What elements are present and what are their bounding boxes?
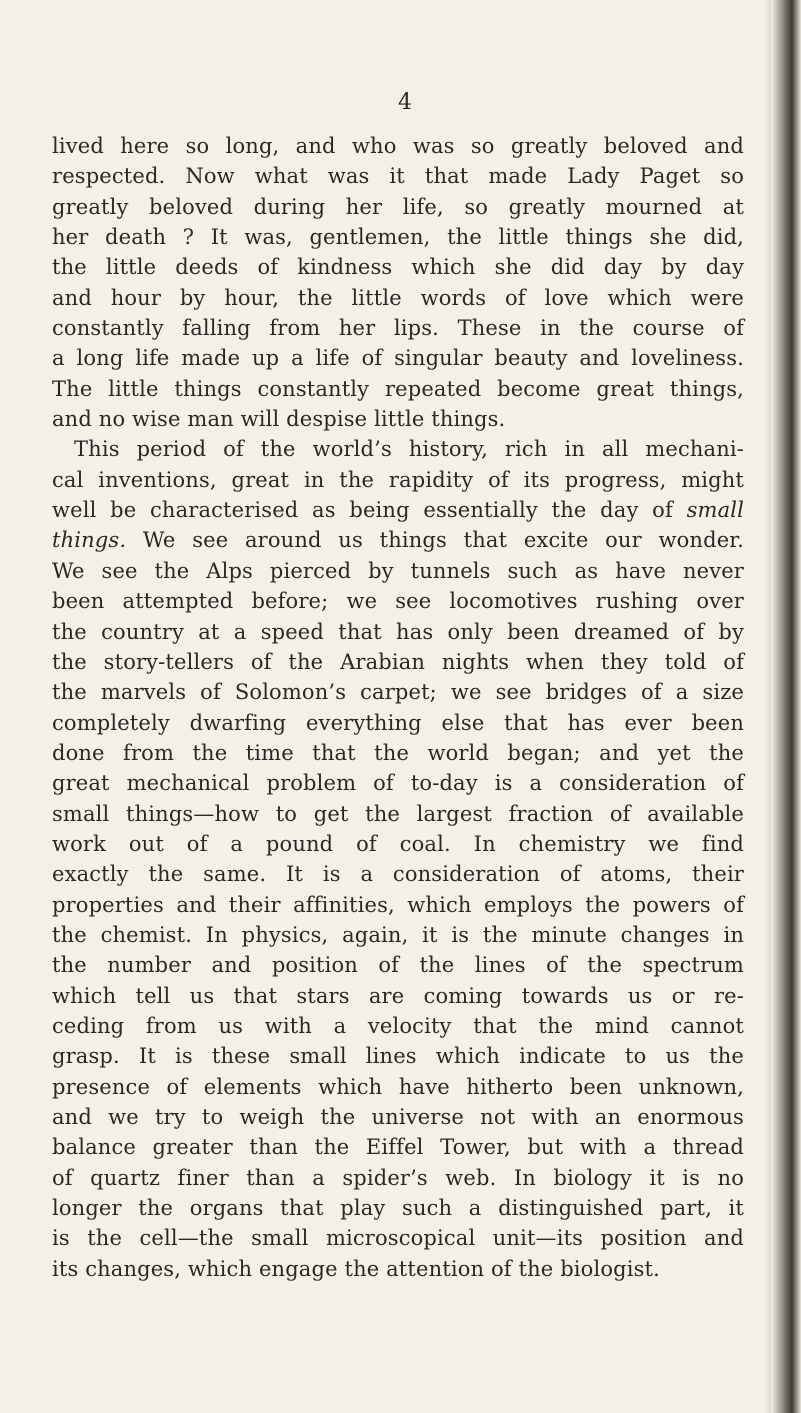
text-line: ceding from us with a velocity that the mind cannot <box>52 1013 744 1038</box>
text-line: longer the organs that play such a distinguished part, it <box>52 1196 744 1221</box>
text-line: the story-tellers of the Arabian nights when they told of <box>52 649 744 674</box>
text-line: This period of the world’s history, rich in all mechani- <box>74 437 744 462</box>
text-line: properties and their affinities, which employs the powers of <box>52 892 744 917</box>
italic-phrase: small <box>686 498 744 523</box>
text-line: done from the time that the world began; and yet the <box>52 740 744 765</box>
text-line: its changes, which engage the attention of the biologist. <box>52 1256 660 1281</box>
text-line: the marvels of Solomon’s carpet; we see bridges of a size <box>52 680 744 705</box>
text-line: balance greater than the Eiffel Tower, but with a thread <box>52 1135 744 1160</box>
text-line: grasp. It is these small lines which indicate to us the <box>52 1044 744 1069</box>
text-line: the chemist. In physics, again, it is the minute changes in <box>52 922 744 947</box>
text-line: presence of elements which have hitherto been unknown, <box>52 1074 744 1099</box>
text-line: small things—how to get the largest fraction of available <box>52 801 744 826</box>
text-line: work out of a pound of coal. In chemistry we find <box>52 831 744 856</box>
text-line: the number and position of the lines of the spectrum <box>52 953 744 978</box>
text-line: greatly beloved during her life, so greatly mourned at <box>52 194 744 219</box>
text-line: constantly falling from her lips. These in the course of <box>52 316 744 341</box>
text-line: completely dwarfing everything else that has ever been <box>52 710 744 735</box>
text-line: respected. Now what was it that made Lady Paget so <box>52 164 744 189</box>
text-line: The little things constantly repeated become great things, <box>52 376 744 401</box>
text-segment: well be characterised as being essentially the day of <box>52 498 673 523</box>
text-segment: We see around us things that excite our wonder. <box>142 528 744 553</box>
text-line: great mechanical problem of to-day is a consideration of <box>52 771 744 796</box>
text-line: the country at a speed that has only been dreamed of by <box>52 619 744 644</box>
text-line: and we try to weigh the universe not with an enormous <box>52 1105 744 1129</box>
text-line: exactly the same. It is a consideration of atoms, their <box>52 862 744 887</box>
text-line: the little deeds of kindness which she did day by day <box>52 255 744 280</box>
text-line: a long life made up a life of singular beauty and loveliness. <box>52 346 744 371</box>
text-line: lived here so long, and who was so greatly beloved and <box>52 134 744 158</box>
text-line <box>52 495 744 525</box>
book-edge <box>771 0 801 1413</box>
page-number: 4 <box>398 90 412 115</box>
text-line <box>52 525 744 555</box>
text-line: cal inventions, great in the rapidity of its progress, might <box>52 467 744 492</box>
italic-phrase: things. <box>52 528 127 553</box>
page-edge-shadow <box>763 0 771 1413</box>
text-line: We see the Alps pierced by tunnels such as have never <box>52 558 744 583</box>
body-text <box>52 131 744 1284</box>
text-line: which tell us that stars are coming towards us or re- <box>52 983 744 1008</box>
text-line: her death ? It was, gentlemen, the little things she did, <box>52 225 744 250</box>
text-line: been attempted before; we see locomotives rushing over <box>52 589 744 614</box>
text-line: and hour by hour, the little words of love which were <box>52 285 744 310</box>
text-line: is the cell—the small microscopical unit—its position and <box>52 1226 744 1251</box>
text-line: and no wise man will despise little things. <box>52 407 506 432</box>
text-line: of quartz finer than a spider’s web. In biology it is no <box>52 1165 744 1190</box>
